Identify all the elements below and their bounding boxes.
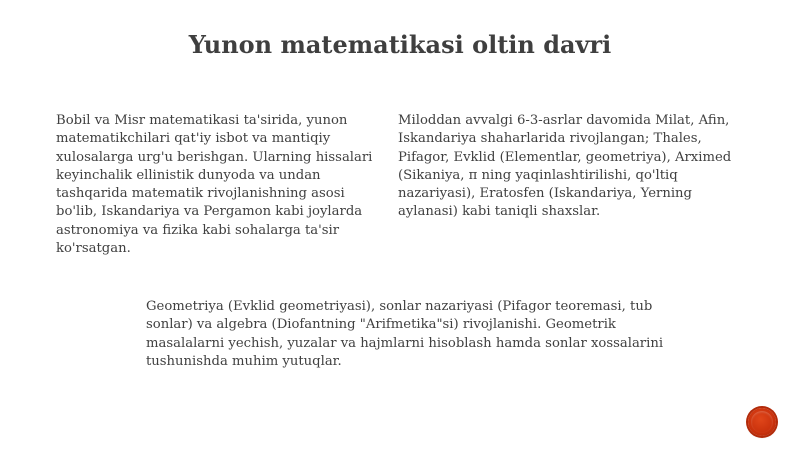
paragraph-bottom: Geometriya (Evklid geometriyasi), sonlar nazariyasi (Pifagor teoremasi, tub sonlar) va algebra (Diofantning "Arifmetika"si) rivojlanishi. Geometrik masalalarni yechish, yuzalar va hajmlarni hisoblash hamda sonlar xossalarini tushunishda muhim yutuqlar. <box>146 299 664 369</box>
slide-nav-circle-icon[interactable] <box>748 408 776 436</box>
paragraph-right: Miloddan avvalgi 6-3-asrlar davomida Milat, Afin, Iskandariya shaharlarida rivojlangan; Thales, Pifagor, Evklid (Elementlar, geometriya), Arximed (Sikaniya, π ning yaqinlashtirilishi, qo'ltiq nazariyasi), Eratosfen (Iskandariya, Yerning aylanasi) kabi taniqli shaxslar. <box>398 113 732 220</box>
slide-title: Yunon matematikasi oltin davri <box>188 30 612 59</box>
paragraph-left: Bobil va Misr matematikasi ta'sirida, yunon matematikchilari qat'iy isbot va mantiqiy xulosalarga urg'u berishgan. Ularning hissalari keyinchalik ellinistik dunyoda va undan tashqarida matematik rivojlanishning asosi bo'lib, Iskandariya va Pergamon kabi joylarda astronomiya va fizika kabi sohalarga ta'sir ko'rsatgan. <box>56 113 373 257</box>
